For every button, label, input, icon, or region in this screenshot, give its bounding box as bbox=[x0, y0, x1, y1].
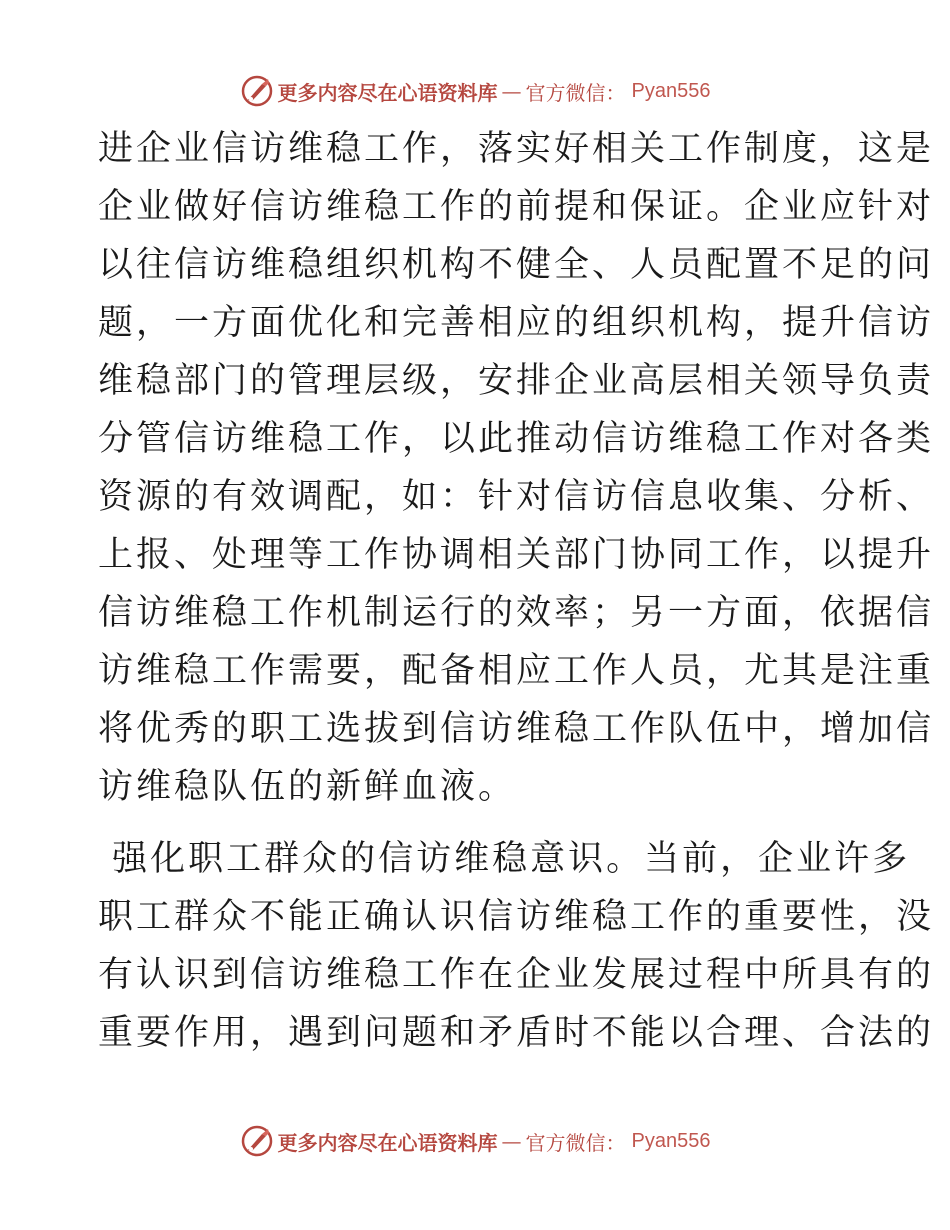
watermark-brand: 更多内容尽在心语资料库 bbox=[277, 1130, 498, 1155]
paragraph-1-line: 将优秀的职工选拔到信访维稳工作队伍中，增加信 bbox=[98, 709, 935, 749]
paragraph-1-line: 访维稳工作需要，配备相应工作人员，尤其是注重 bbox=[98, 651, 935, 691]
paragraph-2-line: 重要作用，遇到问题和矛盾时不能以合理、合法的 bbox=[98, 1013, 935, 1053]
document-body bbox=[98, 120, 935, 1062]
watermark-separator: — bbox=[501, 79, 522, 103]
watermark-label: 官方微信： bbox=[525, 1130, 626, 1155]
watermark-brand: 更多内容尽在心语资料库 bbox=[277, 80, 498, 105]
paragraph-1-line: 维稳部门的管理层级，安排企业高层相关领导负责 bbox=[98, 361, 935, 401]
paragraph-1-line: 上报、处理等工作协调相关部门协同工作，以提升 bbox=[98, 535, 935, 575]
paragraph-1-line: 进企业信访维稳工作，落实好相关工作制度，这是 bbox=[98, 129, 935, 169]
paragraph-1-line: 信访维稳工作机制运行的效率；另一方面，依据信 bbox=[98, 593, 935, 633]
paragraph-1-line: 资源的有效调配，如：针对信访信息收集、分析、 bbox=[98, 477, 935, 517]
paragraph-2 bbox=[98, 830, 935, 1062]
paragraph-1-line: 题，一方面优化和完善相应的组织机构，提升信访 bbox=[98, 303, 935, 343]
quill-pen-logo-icon bbox=[240, 74, 274, 108]
watermark-label: 官方微信： bbox=[525, 80, 626, 105]
paragraph-2-line: 有认识到信访维稳工作在企业发展过程中所具有的 bbox=[98, 955, 935, 995]
quill-pen-logo-icon bbox=[240, 1124, 274, 1158]
footer-watermark bbox=[0, 1121, 950, 1161]
paragraph-2-line: 强化职工群众的信访维稳意识。当前，企业许多 bbox=[98, 839, 911, 879]
paragraph-2-line: 职工群众不能正确认识信访维稳工作的重要性，没 bbox=[98, 897, 935, 937]
header-watermark bbox=[0, 71, 950, 111]
paragraph-1 bbox=[98, 120, 935, 816]
watermark-wechat-id: Pyan556 bbox=[631, 79, 711, 102]
paragraph-1-line: 分管信访维稳工作，以此推动信访维稳工作对各类 bbox=[98, 419, 935, 459]
watermark-wechat-id: Pyan556 bbox=[631, 1129, 711, 1152]
paragraph-1-line: 企业做好信访维稳工作的前提和保证。企业应针对 bbox=[98, 187, 935, 227]
watermark-separator: — bbox=[501, 1129, 522, 1153]
paragraph-1-line: 访维稳队伍的新鲜血液。 bbox=[98, 767, 517, 807]
paragraph-1-line: 以往信访维稳组织机构不健全、人员配置不足的问 bbox=[98, 245, 935, 285]
